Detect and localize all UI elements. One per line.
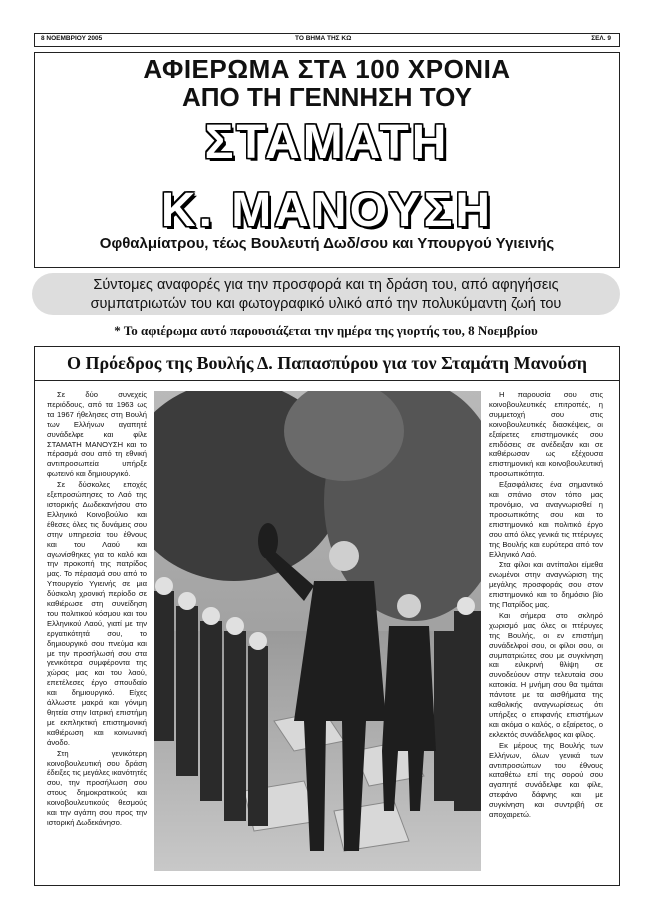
paragraph: Σε δύσκολες εποχές εξεπροσώπησες το Λαό της ιστορικής Δωδεκανήσου στο Ελληνικό Κοινοβούλιο και έθεσες όλες τις δυνάμεις σου στην υπηρεσία του έθνους και του Λαού και αγωνίσθηκες για το καλό και την προκοπή της πατρίδος μας. Το πέρασμά σου από το Υπουργείο Υγιεινής σε μια δύσκολη χρονική περίοδο σε καθιέρωσε στη συνείδηση του πολιτικού κόσμου και του Ελληνικού Λαού, γιατί με την εργατικότητά σου, το δημιουργικό σου πνεύμα και με την προσήλωσή σου στα γενικότερα συμφέροντα της χώρας μας και του λαού, επετέλεσες έργο σπουδαίο και δημιουργικό. Είχες άλλωστε μακρά και γόνιμη θητεία στην Ιατρική επιστήμη με εκπληκτική επιστημονική καθιέρωση και κοινωνική άνοδο. [47, 480, 147, 747]
paragraph: Και σήμερα στο σκληρό χωρισμό μας όλες οι πτέρυγες της Βουλής, οι εν επιστήμη συνάδελφοί σου, οι φίλοι σου, οι συμπατριώτες σου με συγκίνηση και ειλικρινή θλίψη σε συνοδεύουν στην τελευταία σου κατοικία. Η μνήμη σου θα τιμάται πάντοτε με τα αισθήματα της καθολικής αναγνωρίσεως ότι υπήρξες ο επιφανής επιστήμων και ακόμα ο καλός, ο εξαίρετος, ο εκλεκτός συνάδελφος και φίλος. [489, 610, 603, 739]
photo-illustration [154, 391, 481, 871]
article-headline: Ο Πρόεδρος της Βουλής Δ. Παπασπύρου για τον Σταμάτη Μανούση [66, 353, 588, 373]
summary-banner [32, 273, 620, 315]
publication-name: ΤΟ ΒΗΜΑ ΤΗΣ ΚΩ [295, 35, 352, 42]
headline-divider [35, 380, 619, 381]
paragraph: Σε δύο συνεχείς περιόδους, από τα 1963 ως τα 1967 ήθελησες στη Βουλή των Ελλήνων αγαπητέ συνάδελφε και φίλε ΣΤΑΜΑΤΗ ΜΑΝΟΥΣΗ και το πέρασμά σου από τη εθνική αντιπροσωπεία υπήρξε φωτεινό και δημιουργικό. [47, 390, 147, 479]
title-last-name: Κ. ΜΑΝΟΥΣΗ [160, 184, 494, 237]
article-photo [154, 391, 481, 871]
article-left-column [47, 390, 147, 829]
paragraph: Στη γενικότερη κοινοβουλευτική σου δράση έδειξες τις μεγάλες ικανότητές σου, την προσήλωση σου στους δημοκρατικούς και κοινοβουλευτικούς θεσμούς και την αγάπη σου προς την ιστορική Δωδεκάνησο. [47, 748, 147, 827]
summary-line-1: Σύντομες αναφορές για την προσφορά και τη δράση του, από αφηγήσεις [93, 277, 559, 293]
paragraph: Εξασφάλισες ένα σημαντικό και σπάνιο στον τόπο μας προνόμιο, να αναγνωρισθεί η προσωπικότης σου και το επιστημονικό και πολιτικό έργο σου από όλες γενικά τις πτέρυγες της Βουλής και ευρύτερα από τον Ελληνικό Λαό. [489, 480, 603, 559]
paragraph: Η παρουσία σου στις κοινοβουλευτικές επιτροπές, η συμμετοχή σου στις κοινοβουλευτικές διασκέψεις, οι εξαίρετες επιστημονικές σου επιδόσεις σε ανέδειξαν και σε καθιέρωσαν ως εξέχουσα επιστημονική και κοινοβουλευτική προσωπικότητα. [489, 390, 603, 479]
summary-line-2: συμπατριωτών του και φωτογραφικό υλικό από την πολυκύμαντη ζωή του [90, 296, 562, 312]
title-subtitle: Οφθαλμίατρου, τέως Βουλευτή Δωδ/σου και Υπουργού Υγιεινής [99, 235, 555, 252]
article-right-column [489, 390, 603, 821]
page-number: ΣΕΛ. 9 [591, 35, 611, 42]
dedication-note: * Το αφιέρωμα αυτό παρουσιάζεται την ημέρα της γιορτής του, 8 Νοεμβρίου [114, 323, 538, 338]
issue-date: 8 ΝΟΕΜΒΡΙΟΥ 2005 [41, 35, 103, 42]
title-line-2: ΑΠΟ ΤΗ ΓΕΝΝΗΣΗ ΤΟΥ [181, 82, 473, 112]
title-first-name: ΣΤΑΜΑΤΗ [204, 116, 450, 169]
paragraph: Εκ μέρους της Βουλής των Ελλήνων, όλων γενικά των αντιπροσώπων του έθνους καταθέτω επί της σορού σου αγαπητέ συνάδελφε και φίλε, στεφάνο δάφνης και με συγκίνηση και συντριβή σε αποχαιρετώ. [489, 740, 603, 820]
paragraph: Στα φίλοι και αντίπαλοι είμεθα ενωμένοι στην αναγνώριση της μεγάλης προσφοράς σου στον επιστημονικό και το δημόσιο βίο της Πατρίδος μας. [489, 560, 603, 610]
page-header-bar [34, 33, 620, 47]
title-line-1: ΑΦΙΕΡΩΜΑ ΣΤΑ 100 ΧΡΟΝΙΑ [143, 54, 511, 84]
title-box [34, 52, 620, 268]
article-box [34, 346, 620, 886]
